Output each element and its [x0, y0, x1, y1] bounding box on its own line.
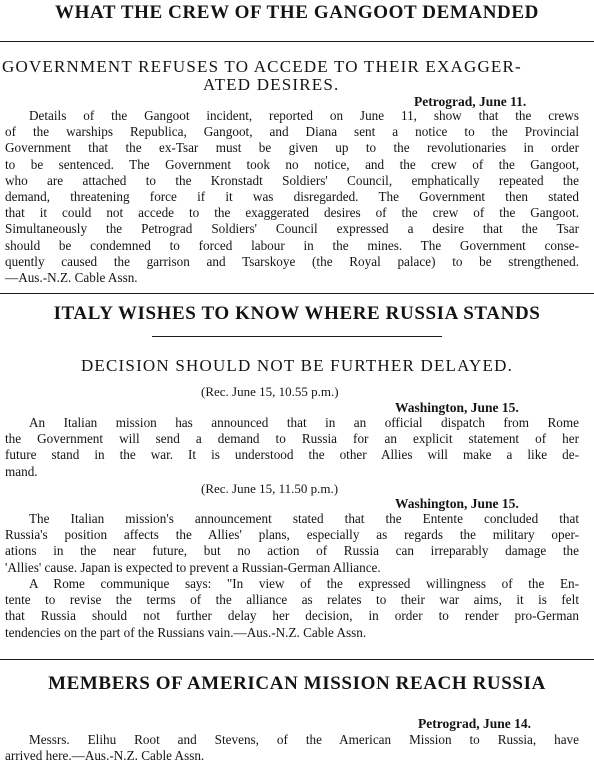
- divider-rule: [0, 41, 594, 42]
- article-body-italy-3: [5, 576, 579, 641]
- article-body-italy-2: [5, 511, 579, 576]
- body-line: that it could not accede to the exaggerated desires of the crew of the Gangoot.: [5, 205, 579, 221]
- subhead-government-refuses-cont: ATED DESIRES.: [203, 75, 340, 94]
- body-line: Government that the ex-Tsar must be given up to the revolutionaries in order: [5, 140, 579, 156]
- body-line: Details of the Gangoot incident, reported on June 11, show that the crews: [29, 108, 579, 123]
- dateline-petrograd-june-14: Petrograd, June 14.: [418, 716, 531, 731]
- body-line: ations in the near future, but no action of Russia can irreparably damage the: [5, 543, 579, 559]
- dateline-washington-2: Washington, June 15.: [395, 496, 519, 511]
- body-line: future stand in the war. It is understood the other Allies will make a like de-: [5, 447, 579, 463]
- body-line: Russia's position affects the Allies' plans, especially as regards the military oper-: [5, 527, 579, 543]
- received-time-2: (Rec. June 15, 11.50 p.m.): [201, 481, 339, 496]
- body-line: 'Allies' cause. Japan is expected to prevent a Russian-German Alliance.: [5, 559, 381, 575]
- subhead-government-refuses: GOVERNMENT REFUSES TO ACCEDE TO THEIR EXAGGER-: [2, 57, 522, 76]
- body-line: should be condemned to forced labour in the mines. The Government conse-: [5, 237, 579, 253]
- body-line: mand.: [5, 463, 38, 479]
- body-line: that Russia should not further delay her decision, in order to render pro-German: [5, 608, 579, 624]
- received-time-1: (Rec. June 15, 10.55 p.m.): [201, 384, 339, 399]
- headline-gangoot: WHAT THE CREW OF THE GANGOOT DEMANDED: [55, 2, 539, 23]
- article-body-american-mission: [5, 732, 579, 764]
- body-line: who are attached to the Kronstadt Soldiers' Council, emphatically repeated the: [5, 172, 579, 188]
- body-line: demand, threatening force if it was disregarded. The Government then stated: [5, 189, 579, 205]
- article-body-gangoot: [5, 108, 579, 286]
- body-line: arrived here.—Aus.-N.Z. Cable Assn.: [5, 748, 205, 764]
- body-line: —Aus.-N.Z. Cable Assn.: [5, 270, 138, 286]
- body-line: the Government will send a demand to Russia for an explicit statement of her: [5, 431, 579, 447]
- body-line: The Italian mission's announcement stated that the Entente concluded that: [29, 511, 579, 526]
- divider-short-rule: [152, 336, 442, 337]
- dateline-washington-1: Washington, June 15.: [395, 400, 519, 415]
- body-line: Simultaneously the Petrograd Soldiers' Council expressed a desire that the Tsar: [5, 221, 579, 237]
- body-line: tente to revise the terms of the alliance as relates to their war aims, it is felt: [5, 592, 579, 608]
- body-line: to be sentenced. The Government took no notice, and the crew of the Gangoot,: [5, 156, 579, 172]
- body-line: tendencies on the part of the Russians vain.—Aus.-N.Z. Cable Assn.: [5, 624, 367, 640]
- divider-rule: [0, 659, 594, 660]
- body-line: Messrs. Elihu Root and Stevens, of the American Mission to Russia, have: [29, 732, 579, 747]
- body-line: quently caused the garrison and Tsarskoye (the Royal palace) to be strengthened.: [5, 253, 579, 269]
- body-line: An Italian mission has announced that in an official dispatch from Rome: [29, 415, 579, 430]
- headline-american-mission: MEMBERS OF AMERICAN MISSION REACH RUSSIA: [48, 673, 546, 694]
- dateline-petrograd-june-11: Petrograd, June 11.: [414, 94, 527, 109]
- headline-italy: ITALY WISHES TO KNOW WHERE RUSSIA STANDS: [53, 303, 541, 324]
- body-line: A Rome communique says: "In view of the expressed willingness of the En-: [29, 576, 579, 591]
- divider-rule: [0, 293, 594, 294]
- article-body-italy-1: [5, 415, 579, 480]
- body-line: of the warships Republica, Gangoot, and Diana sent a notice to the Provincial: [5, 124, 579, 140]
- subhead-decision: DECISION SHOULD NOT BE FURTHER DELAYED.: [80, 356, 514, 375]
